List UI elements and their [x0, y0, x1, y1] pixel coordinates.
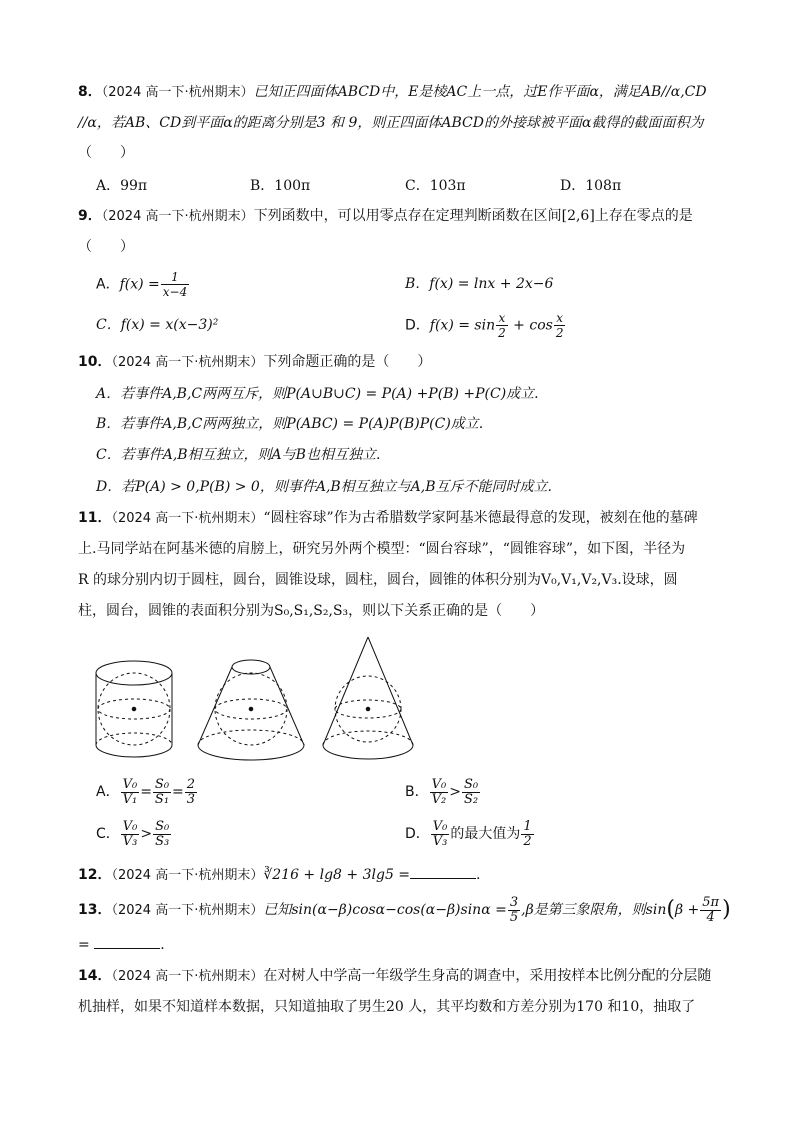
q11-line2: 上.马同学站在阿基米德的肩膀上，研究另外两个模型：“圆台容球”，“圆锥容球”，如下图，半径为	[78, 541, 686, 557]
q13-answer-blank[interactable]	[94, 934, 160, 949]
q11-option-c[interactable]: C． $\frac{\text{V₀}}{\text{V₃}}$ > $\frac{\text{S₀}}{\text{S₃}}$	[96, 818, 170, 849]
q11-option-c-s0: S₀	[155, 818, 170, 834]
q11-number: 11．	[78, 510, 112, 526]
q13-eq: =	[78, 937, 90, 953]
q14-line1	[78, 966, 711, 987]
q11-option-a-frac1	[121, 778, 140, 807]
q14-line2: 机抽样，如果不知道样本数据，只知道抽取了男生20 人，其平均数和方差分别为170 和10，抽取了	[78, 999, 696, 1015]
q11-option-b-v0: V₀	[431, 776, 447, 792]
q11-option-c-label: C．	[96, 826, 120, 842]
q13-frac2	[700, 896, 721, 925]
q9-option-d-num2: x	[554, 311, 566, 326]
q9-line1	[78, 206, 693, 227]
q11-option-b-label: B．	[405, 784, 429, 800]
q11-option-b-s2: S₂	[463, 791, 479, 807]
q9-option-a-frac	[161, 270, 189, 299]
q11-option-b-v2: V₂	[431, 791, 447, 807]
q13-frac2-den: 4	[706, 909, 715, 925]
q11-line1	[78, 508, 698, 529]
q11-option-c-frac2	[153, 820, 171, 849]
q8-line1	[78, 82, 707, 103]
q13-paren-inner: β +	[674, 902, 700, 918]
q11-option-a-s1: S₁	[154, 791, 170, 807]
q8-option-c[interactable]: C．103π	[405, 178, 466, 194]
q11-option-a[interactable]: A． $\frac{\text{V₀}}{\text{V₁}}$ = $\frac{\text{S₀}}{\text{S₁}}$ = $\frac{2}{3}$	[96, 776, 196, 807]
q11-source: （2024 高一下·杭州期末）	[111, 511, 264, 526]
q11-option-a-den: 3	[186, 791, 196, 807]
q9-source: （2024 高一下·杭州期末）	[101, 209, 254, 224]
cone-figure	[323, 637, 413, 759]
q13-line2: = .	[78, 934, 165, 955]
q11-option-a-frac3	[185, 778, 197, 807]
q9-option-d-lhs: f(x) = sin	[429, 317, 496, 334]
q9-option-d-frac2	[554, 311, 566, 340]
q11-option-b[interactable]: B． $\frac{\text{V₀}}{\text{V₂}}$ > $\frac{\text{S₀}}{\text{S₂}}$	[405, 776, 479, 807]
q10-option-c[interactable]: C．若事件A,B相互独立，则A与B也相互独立.	[96, 447, 381, 463]
q8-text-1: 已知正四面体ABCD中，E是棱AC上一点，过E作平面α，满足AB//α,CD	[253, 84, 707, 100]
q13-frac2-num: 5π	[702, 894, 720, 910]
q11-option-b-s0: S₀	[463, 776, 479, 792]
q11-option-d-text: 的最大值为	[450, 826, 521, 842]
q11-text-1: “圆柱容球”作为古希腊数学家阿基米德最得意的发现，被刻在他的墓碑	[263, 510, 698, 526]
q11-option-d-num: 1	[523, 818, 532, 834]
q11-option-c-s3: S₃	[155, 833, 170, 849]
q11-option-d-den: 2	[523, 833, 532, 849]
q9-option-a[interactable]	[96, 270, 190, 299]
q14-text-1: 在对树人中学高一年级学生身高的调查中，采用按样本比例分配的分层随	[263, 968, 712, 984]
q9-option-d-num1: x	[496, 311, 508, 326]
q12-line1: 12．（2024 高一下·杭州期末）∛216 + lg8 + 3lg5 = .	[78, 864, 480, 886]
q13-text-2: ,β是第三象限角，则sin	[521, 902, 667, 918]
q14-source: （2024 高一下·杭州期末）	[111, 969, 264, 984]
q13-frac-num: 3	[509, 894, 519, 910]
q11-option-a-v0: V₀	[122, 776, 138, 792]
q9-option-c[interactable]: C．f(x) = x(x−3)²	[96, 317, 219, 333]
q10-text-1: 下列命题正确的是（ ）	[263, 354, 432, 370]
q10-option-a[interactable]: A．若事件A,B,C两两互斥，则P(A∪B∪C) = P(A) +P(B) +P(C)成立.	[96, 386, 539, 402]
q12-text: ∛216 + lg8 + 3lg5 =	[263, 867, 411, 883]
q11-option-d-frac1	[431, 820, 450, 849]
q11-option-a-num: 2	[186, 776, 196, 792]
q8-text-2: //α，若AB、CD到平面α的距离分别是3 和 9，则正四面体ABCD的外接球被平面α截得的截面面积为	[78, 115, 704, 131]
q11-option-a-frac2	[153, 778, 171, 807]
q8-line2	[78, 113, 703, 133]
q8-number: 8．	[78, 84, 102, 100]
frustum-figure	[198, 660, 304, 760]
q11-option-a-v1: V₁	[122, 791, 138, 807]
cylinder-figure	[96, 661, 172, 757]
q9-paren: （ ）	[78, 239, 134, 255]
q11-option-c-v3: V₃	[122, 833, 138, 849]
q10-option-d[interactable]: D．若P(A) > 0,P(B) > 0，则事件A,B相互独立与A,B互斥不能同时成立.	[96, 479, 552, 495]
q11-option-d-v3: V₃	[432, 833, 448, 849]
q10-option-b[interactable]: B．若事件A,B,C两两独立，则P(ABC) = P(A)P(B)P(C)成立.	[96, 416, 484, 432]
q8-option-d[interactable]: D．108π	[560, 178, 622, 194]
q12-number: 12．	[78, 867, 112, 883]
q11-option-c-frac1	[121, 820, 140, 849]
q9-option-d[interactable]	[405, 311, 566, 340]
q9-option-d-frac1	[496, 311, 508, 340]
q9-option-a-label: A．	[96, 276, 120, 293]
q9-text-1: 下列函数中，可以用零点存在定理判断函数在区间[2,6]上存在零点的是	[253, 208, 693, 224]
q13-text-1: 已知sin(α−β)cosα−cos(α−β)sinα =	[263, 902, 507, 918]
q11-figures	[88, 634, 418, 764]
q9-option-a-num: 1	[161, 270, 189, 285]
q9-option-d-den1: 2	[498, 326, 506, 340]
q11-line4: 柱，圆台，圆锥的表面积分别为S₀,S₁,S₂,S₃，则以下关系正确的是（ ）	[78, 603, 545, 619]
q9-option-d-den2: 2	[555, 326, 564, 340]
q9-option-a-den: x−4	[162, 285, 188, 299]
q9-option-d-mid: + cos	[508, 317, 553, 334]
q9-number: 9．	[78, 208, 102, 224]
q13-paren-close: )	[722, 897, 731, 922]
q12-answer-blank[interactable]	[410, 864, 476, 879]
q11-option-d-frac2	[521, 820, 533, 849]
q12-source: （2024 高一下·杭州期末）	[111, 868, 264, 883]
q9-option-d-label: D．	[405, 317, 430, 334]
q14-number: 14．	[78, 968, 112, 984]
q13-source: （2024 高一下·杭州期末）	[111, 903, 264, 918]
q11-option-d-label: D．	[405, 826, 430, 842]
q11-option-d-v0: V₀	[432, 818, 448, 834]
q13-frac	[508, 896, 520, 925]
q13-number: 13．	[78, 902, 112, 918]
q8-option-b[interactable]: B．100π	[250, 178, 311, 194]
q8-option-a[interactable]: A．99π	[96, 178, 148, 194]
q9-option-a-lhs: f(x) =	[119, 276, 160, 293]
q11-option-b-frac1	[430, 778, 449, 807]
q13-line1	[78, 893, 731, 928]
q11-option-a-s0: S₀	[154, 776, 170, 792]
q11-line3: R 的球分别内切于圆柱，圆台，圆锥设球，圆柱，圆台，圆锥的体积分别为V₀,V₁,V₂,V₃.设球，圆	[78, 572, 678, 588]
q11-option-b-frac2	[462, 778, 480, 807]
q11-option-c-v0: V₀	[122, 818, 138, 834]
q13-paren-open: (	[666, 897, 675, 922]
q8-source: （2024 高一下·杭州期末）	[101, 85, 254, 100]
q13-frac-den: 5	[509, 909, 519, 925]
q10-source: （2024 高一下·杭州期末）	[111, 355, 264, 370]
q10-line1	[78, 352, 431, 373]
q9-option-b[interactable]: B．f(x) = lnx + 2x−6	[405, 276, 554, 292]
q10-number: 10．	[78, 354, 112, 370]
q11-option-d[interactable]	[405, 817, 535, 851]
q8-paren: （ ）	[78, 145, 134, 161]
q11-option-a-label: A．	[96, 784, 120, 800]
